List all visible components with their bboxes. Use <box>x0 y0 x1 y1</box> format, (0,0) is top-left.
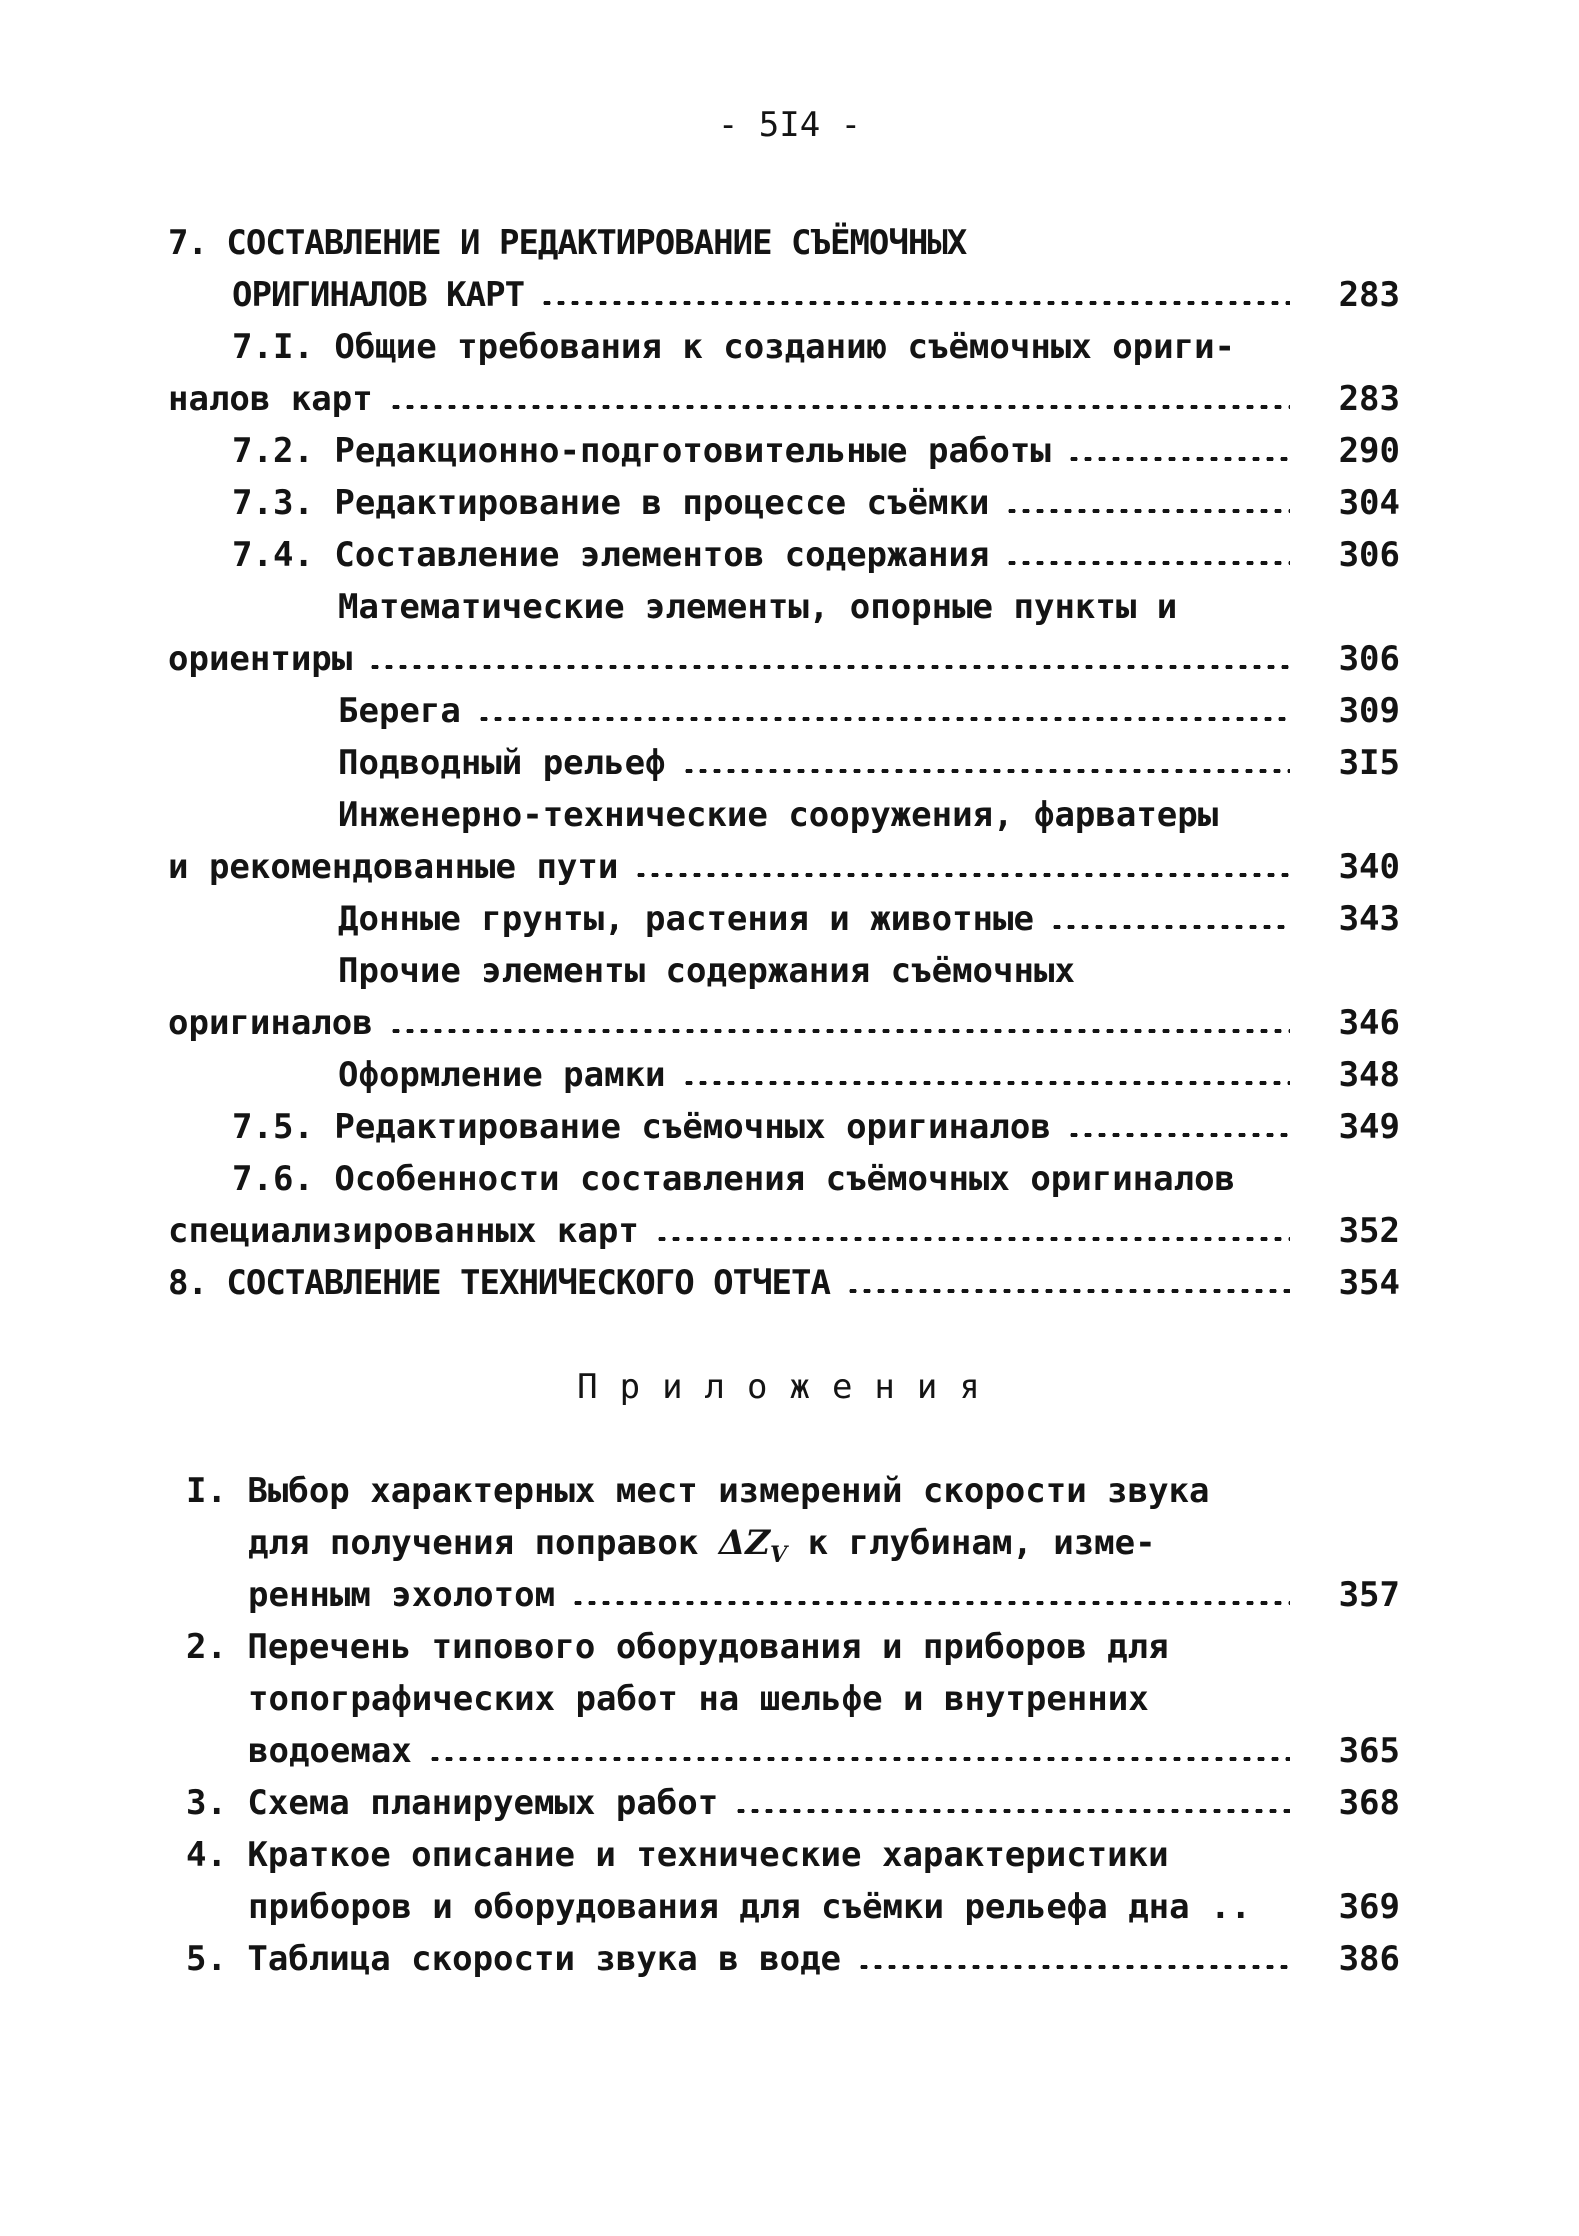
toc-relief-label: Подводный рельеф <box>338 743 666 783</box>
appendix-1-entry <box>248 1570 1310 1620</box>
toc-s72-page: 290 <box>1338 431 1400 471</box>
toc-s75-label: 7.5. Редактирование съёмочных оригиналов <box>232 1107 1051 1147</box>
dot-leader <box>857 1965 1290 1969</box>
toc-s72-entry <box>232 426 1310 476</box>
toc-s74-page: 306 <box>1338 535 1400 575</box>
toc-s72-label: 7.2. Редакционно-подготовительные работы <box>232 431 1051 471</box>
toc-s71-line1: 7.I. Общие требования к созданию съёмочных ориги- <box>232 327 1236 367</box>
dot-leader <box>571 1601 1290 1605</box>
toc-s76-line2: специализированных карт <box>168 1211 639 1251</box>
toc-s71-line2: налов карт <box>168 379 373 419</box>
toc-math-entry <box>168 634 1310 684</box>
toc-other-page: 346 <box>1338 1003 1400 1043</box>
dot-leader <box>540 301 1290 305</box>
toc-s76-page: 352 <box>1338 1211 1400 1251</box>
toc-soil-page: 343 <box>1338 899 1400 939</box>
dot-leader <box>1005 509 1290 513</box>
appendix-5-label: 5. Таблица скорости звука в воде <box>186 1939 842 1979</box>
toc-s8-label: 8. СОСТАВЛЕНИЕ ТЕХНИЧЕСКОГО ОТЧЕТА <box>168 1263 830 1303</box>
toc-eng-line1: Инженерно-технические сооружения, фарватеры <box>338 795 1219 835</box>
appendix-5-page: 386 <box>1338 1939 1400 1979</box>
appendix-1-page: 357 <box>1338 1575 1400 1615</box>
toc-soil-entry <box>338 894 1310 944</box>
toc-s76-line1: 7.6. Особенности составления съёмочных оригиналов <box>232 1159 1236 1199</box>
toc-s73-page: 304 <box>1338 483 1400 523</box>
toc-eng-line2: и рекомендованные пути <box>168 847 619 887</box>
toc-relief-entry <box>338 738 1310 788</box>
toc-s71-page: 283 <box>1338 379 1400 419</box>
toc-math-page: 306 <box>1338 639 1400 679</box>
dot-leader <box>477 717 1290 721</box>
dot-leader <box>368 665 1290 669</box>
appendix-1-line1: I. Выбор характерных мест измерений скорости звука <box>186 1471 1210 1511</box>
dot-leader <box>389 1029 1290 1033</box>
dot-leader <box>1005 561 1290 565</box>
delta-z-base: ΔZ <box>718 1523 771 1563</box>
delta-z-symbol <box>718 1523 788 1568</box>
appendix-1-line2 <box>248 1518 1156 1568</box>
appendix-1-line3: ренным эхолотом <box>248 1575 556 1615</box>
appendix-2-line3: водоемах <box>248 1731 412 1771</box>
toc-other-entry <box>168 998 1310 1048</box>
toc-math-line2: ориентиры <box>168 639 353 679</box>
appendix-2-entry <box>248 1726 1310 1776</box>
toc-shores-label: Берега <box>338 691 461 731</box>
dot-leader <box>682 1081 1290 1085</box>
toc-other-line1: Прочие элементы содержания съёмочных <box>338 951 1075 991</box>
appendix-3-entry <box>186 1778 1310 1828</box>
toc-shores-entry <box>338 686 1310 736</box>
appendix-2-line2: топографических работ на шельфе и внутренних <box>248 1679 1149 1719</box>
appendix-2-line1: 2. Перечень типового оборудования и приборов для <box>186 1627 1169 1667</box>
toc-frame-entry <box>338 1050 1310 1100</box>
toc-shores-page: 309 <box>1338 691 1400 731</box>
dot-leader <box>428 1757 1290 1761</box>
page-number: - 5I4 - <box>717 105 862 145</box>
dot-leader <box>1067 1133 1290 1137</box>
toc-s7-title-line1: 7. СОСТАВЛЕНИЕ И РЕДАКТИРОВАНИЕ СЪЁМОЧНЫХ <box>168 223 967 263</box>
toc-eng-page: 340 <box>1338 847 1400 887</box>
toc-eng-entry <box>168 842 1310 892</box>
dot-leader <box>655 1237 1290 1241</box>
toc-s8-entry <box>168 1258 1310 1308</box>
toc-s7-entry <box>232 270 1310 320</box>
appendix-2-page: 365 <box>1338 1731 1400 1771</box>
toc-s74-label: 7.4. Составление элементов содержания <box>232 535 990 575</box>
toc-soil-label: Донные грунты, растения и животные <box>338 899 1034 939</box>
dot-leader <box>389 405 1290 409</box>
toc-math-line1: Математические элементы, опорные пункты и <box>338 587 1178 627</box>
toc-s74-entry <box>232 530 1310 580</box>
toc-s76-entry <box>168 1206 1310 1256</box>
dot-leader <box>634 873 1290 877</box>
toc-frame-page: 348 <box>1338 1055 1400 1095</box>
dot-leader <box>682 769 1290 773</box>
toc-s73-entry <box>232 478 1310 528</box>
appendix-5-entry <box>186 1934 1310 1984</box>
appendix-4-page: 369 <box>1338 1887 1400 1927</box>
appendix-4-line1: 4. Краткое описание и технические характеристики <box>186 1835 1169 1875</box>
toc-s7-title-line2: ОРИГИНАЛОВ КАРТ <box>232 275 525 315</box>
toc-s73-label: 7.3. Редактирование в процессе съёмки <box>232 483 990 523</box>
toc-s75-entry <box>232 1102 1310 1152</box>
toc-frame-label: Оформление рамки <box>338 1055 666 1095</box>
toc-s71-entry <box>168 374 1310 424</box>
appendix-3-label: 3. Схема планируемых работ <box>186 1783 719 1823</box>
appendix-1-line2-post: к глубинам, изме- <box>807 1523 1156 1563</box>
appendix-3-page: 368 <box>1338 1783 1400 1823</box>
dot-leader <box>1067 457 1290 461</box>
dot-leader <box>734 1809 1290 1813</box>
appendix-1-line2-pre: для получения поправок <box>248 1523 699 1563</box>
dot-leader <box>846 1289 1290 1293</box>
toc-s75-page: 349 <box>1338 1107 1400 1147</box>
dot-leader <box>1050 925 1290 929</box>
delta-z-sub: V <box>770 1541 788 1568</box>
appendices-heading: Приложения <box>577 1367 1002 1407</box>
toc-other-line2: оригиналов <box>168 1003 373 1043</box>
toc-s8-page: 354 <box>1338 1263 1400 1303</box>
appendix-4-line2: приборов и оборудования для съёмки рельефа дна .. <box>248 1887 1252 1927</box>
toc-s7-page: 283 <box>1338 275 1400 315</box>
toc-relief-page: 3I5 <box>1338 743 1400 783</box>
